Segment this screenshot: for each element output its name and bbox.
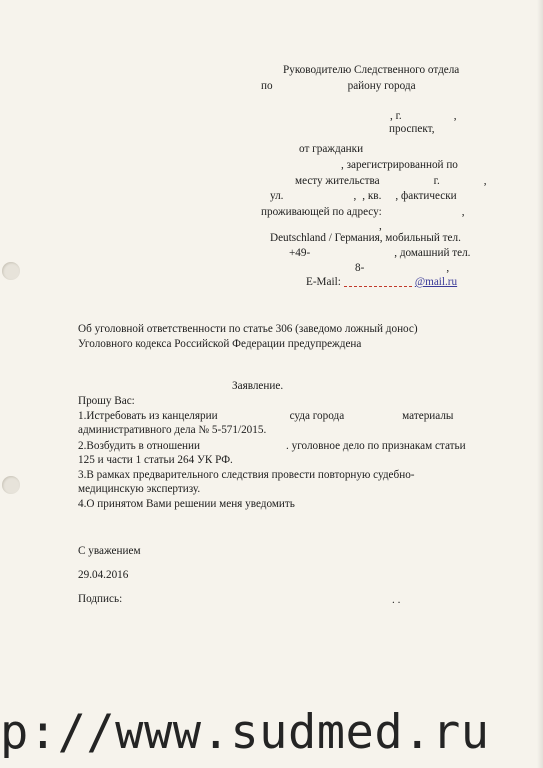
watermark-url: p://www.sudmed.ru [0, 706, 490, 760]
signature-label: Подпись: [78, 593, 123, 605]
sender-line: месту жительства г. , [295, 175, 487, 187]
request-item-3: 3.В рамках предварительного следствия провести повторную судебно- [78, 469, 415, 481]
email-redacted-user [344, 285, 412, 287]
document-date: 29.04.2016 [78, 569, 129, 581]
recipient-line: по району города [261, 80, 416, 92]
request-item-1-cont: административного дела № 5-571/2015. [78, 424, 267, 436]
sender-mobile-phone: +49- , домашний тел. [289, 247, 471, 259]
sender-line: , [379, 220, 382, 232]
punch-hole [2, 262, 20, 280]
sender-line: проживающей по адресу: , [261, 206, 465, 218]
document-title: Заявление. [232, 380, 284, 392]
page-edge-shadow [537, 0, 543, 768]
request-item-2: 2.Возбудить в отношении . уголовное дело по признакам статьи [78, 440, 466, 452]
request-item-4: 4.О принятом Вами решении меня уведомить [78, 498, 295, 510]
request-intro: Прошу Вас: [78, 395, 135, 407]
punch-hole [2, 476, 20, 494]
warning-line: Уголовного кодекса Российской Федерации предупреждена [78, 338, 362, 350]
recipient-line: , г. , [390, 110, 457, 122]
sender-line: ул. , , кв. , фактически [270, 190, 457, 202]
sender-line: , зарегистрированной по [341, 159, 458, 171]
recipient-line: проспект, [389, 123, 435, 135]
request-item-3-cont: медицинскую экспертизу. [78, 483, 201, 495]
sender-phone-label: Deutschland / Германия, мобильный тел. [270, 232, 461, 244]
email-domain: @mail.ru [414, 276, 458, 288]
closing-text: С уважением [78, 545, 141, 557]
recipient-line: Руководителю Следственного отдела [283, 64, 460, 76]
warning-line: Об уголовной ответственности по статье 306 (заведомо ложный донос) [78, 323, 418, 335]
sender-email: E-Mail: @mail.ru [306, 276, 458, 288]
sender-home-phone: 8- , [355, 262, 450, 274]
request-item-1: 1.Истребовать из канцелярии суда города материалы [78, 410, 454, 422]
signature-mark: . . [392, 594, 401, 606]
request-item-2-cont: 125 и части 1 статьи 264 УК РФ. [78, 454, 233, 466]
sender-line: от гражданки [299, 143, 364, 155]
